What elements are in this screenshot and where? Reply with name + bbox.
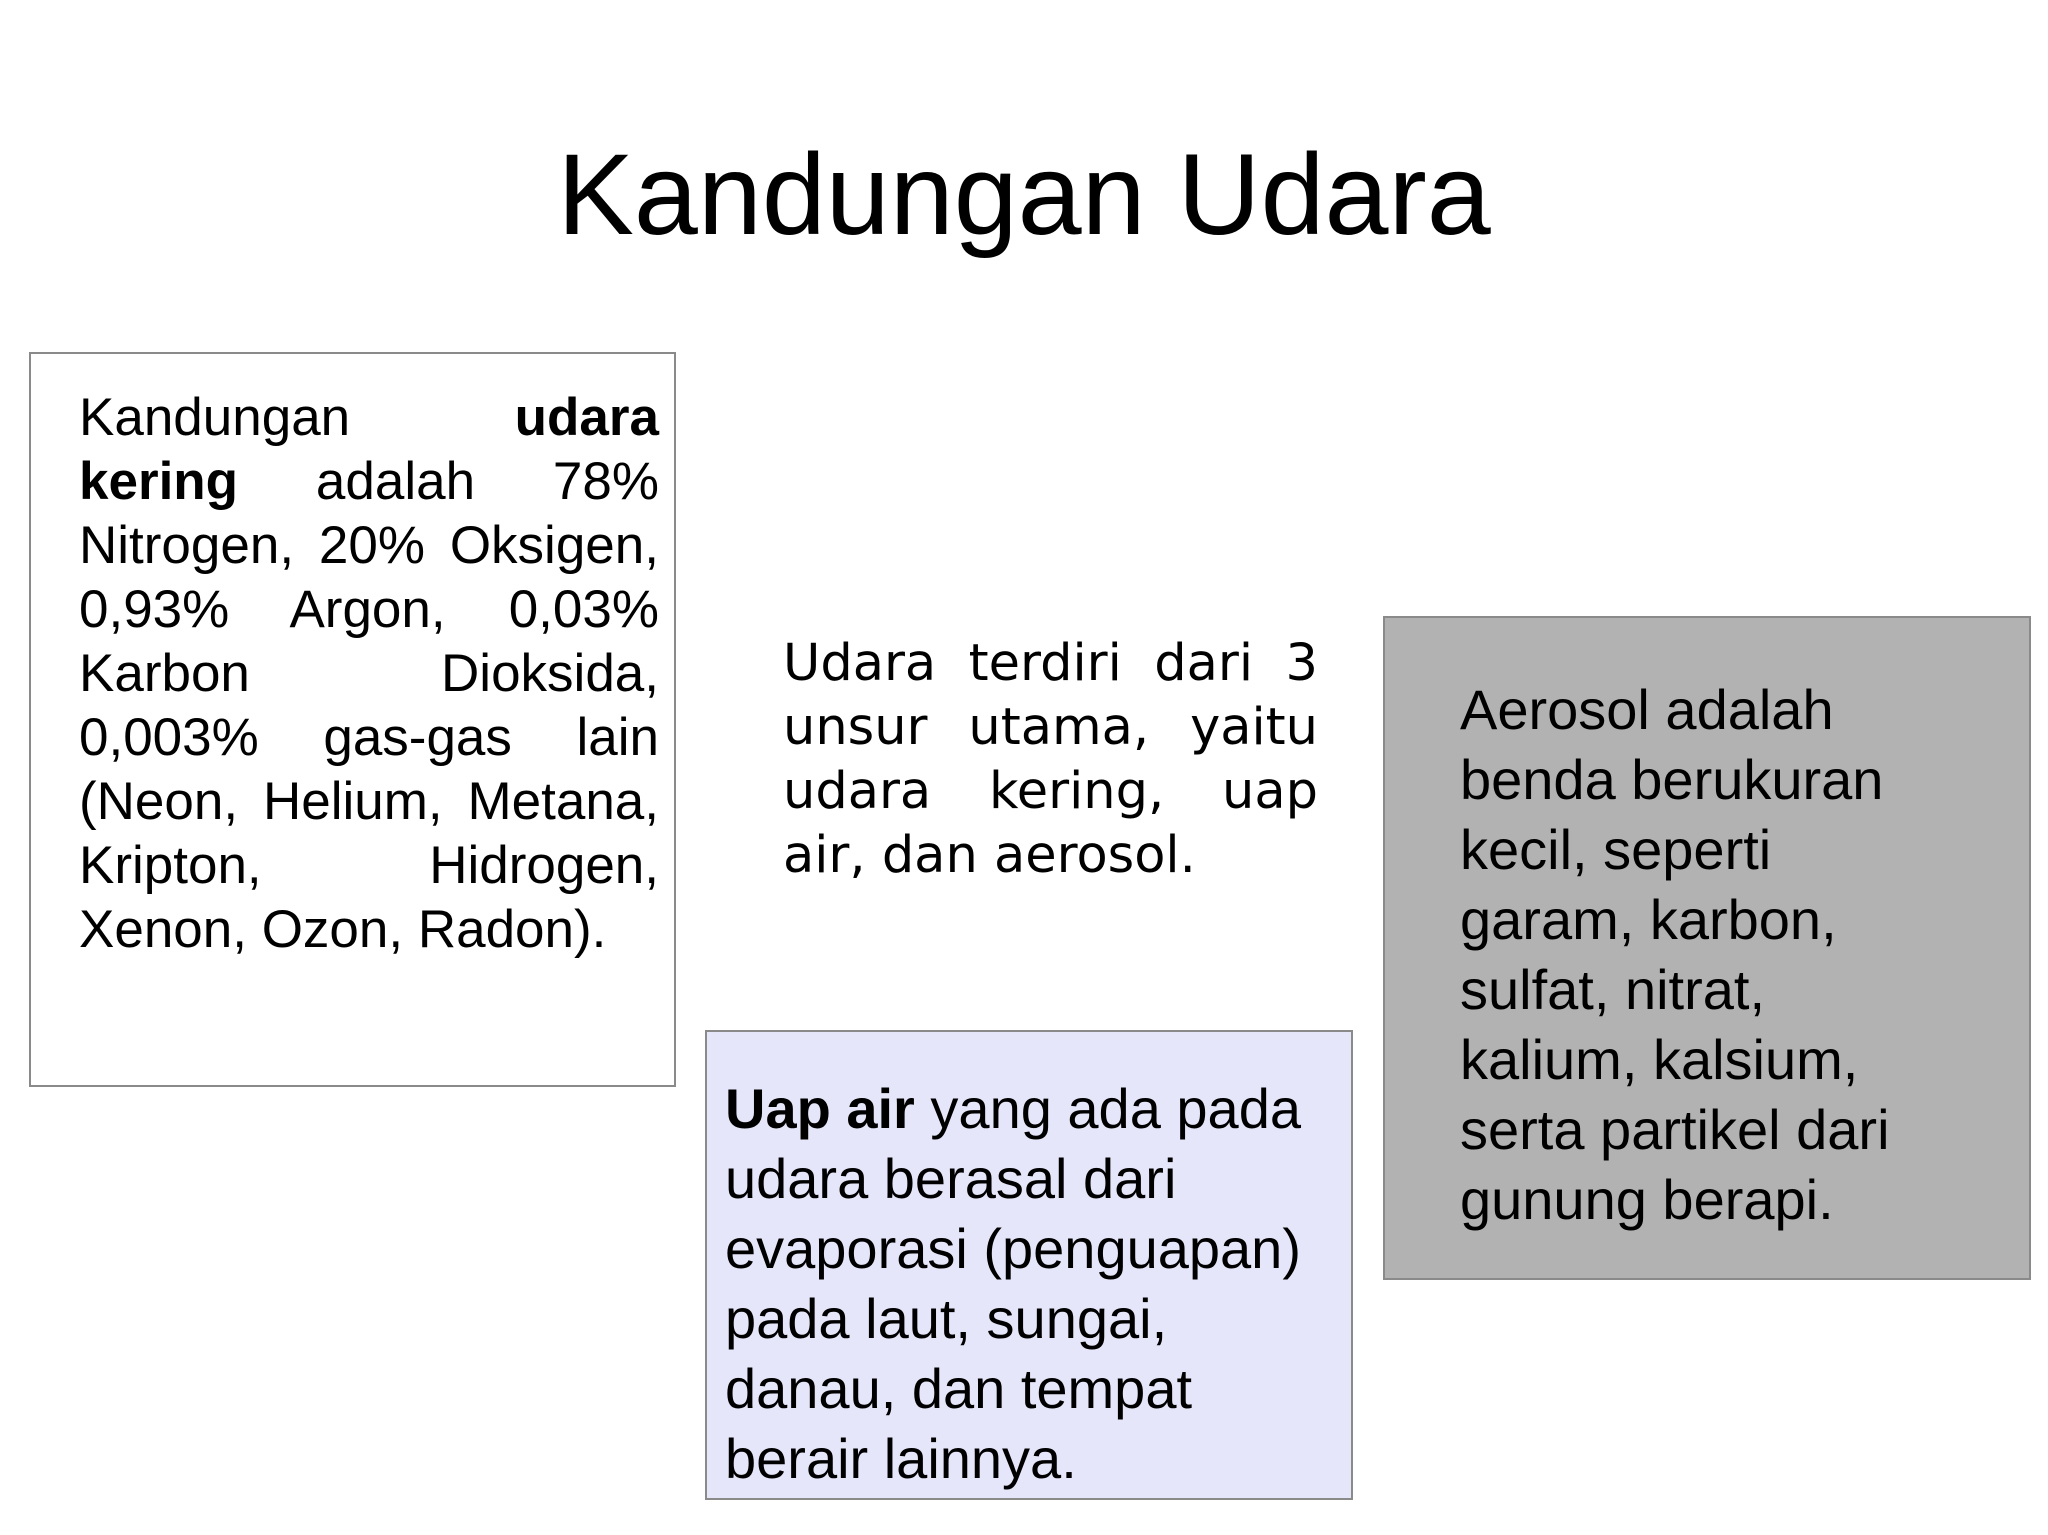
uap-air-body: yang ada pada udara berasal dari evaporasi (penguapan) pada laut, sungai, danau, dan tempat berair lainnya. [725,1077,1301,1490]
udara-kering-body: adalah 78% Nitrogen, 20% Oksigen, 0,93% Argon, 0,03% Karbon Dioksida, 0,003% gas-gas lain (Neon, Helium, Metana, Kripton, Hidrogen, Xenon, Ozon, Radon). [79,452,659,959]
uap-air-box [705,1030,1353,1500]
uap-air-text [725,1074,1405,1494]
udara-kering-term: udara kering [79,388,659,511]
udara-kering-text [79,386,659,962]
unsur-udara-text: Udara terdiri dari 3 unsur utama, yaitu udara kering, uap air, dan aerosol. [783,634,1318,885]
slide-title: Kandungan Udara [557,131,1491,259]
udara-kering-box [29,352,676,1087]
aerosol-text: Aerosol adalah benda berukuran kecil, seperti garam, karbon, sulfat, nitrat, kalium, kalsium, serta partikel dari gunung berapi. [1460,678,1890,1231]
aerosol-box [1383,616,2031,1280]
uap-air-term: Uap air [725,1077,915,1140]
udara-kering-intro: Kandungan [79,388,351,447]
